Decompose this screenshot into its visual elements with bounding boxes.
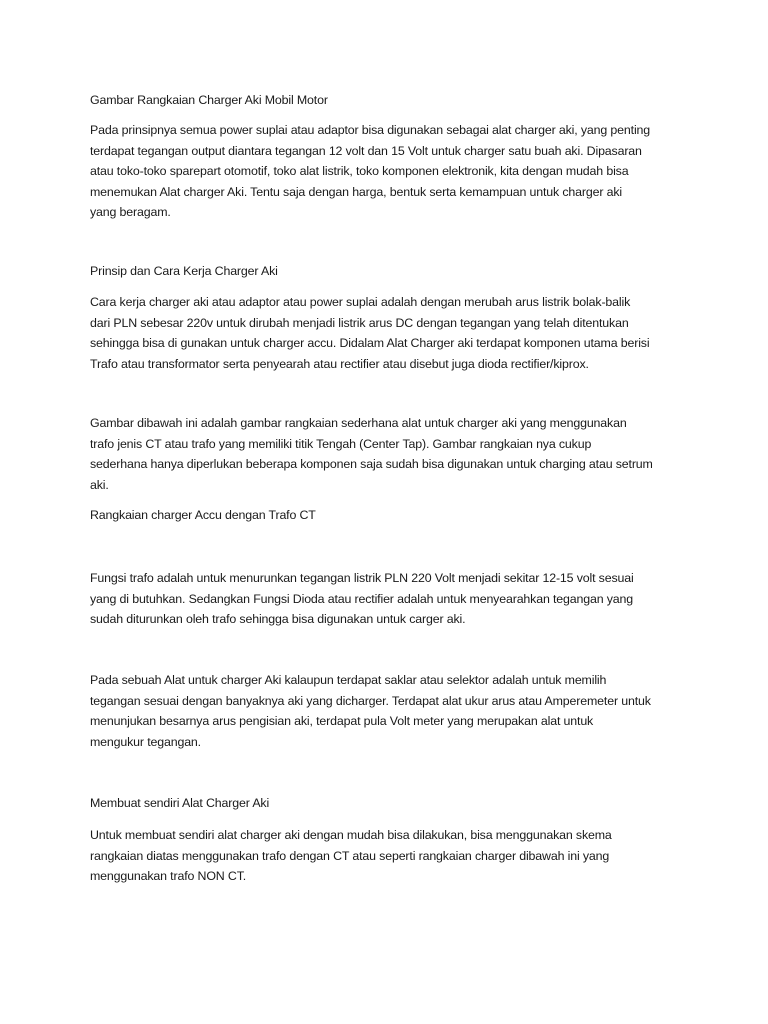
- text-line: Cara kerja charger aki atau adaptor atau power suplai adalah dengan merubah arus listrik bolak-balik: [90, 295, 631, 309]
- text-line: Pada sebuah Alat untuk charger Aki kalaupun terdapat saklar atau selektor adalah untuk memilih: [90, 673, 607, 687]
- paragraph-cara-kerja: [90, 292, 649, 374]
- text-line: menemukan Alat charger Aki. Tentu saja dengan harga, bentuk serta kemampuan untuk charger aki: [90, 184, 623, 199]
- text-line: yang di butuhkan. Sedangkan Fungsi Dioda atau rectifier adalah untuk menyearahkan tegangan yang: [90, 591, 634, 606]
- text-line: atau toko-toko sparepart otomotif, toko alat listrik, toko komponen elektronik, kita dengan mudah bisa: [90, 164, 629, 179]
- text-line: terdapat tegangan output diantara tegangan 12 volt dan 15 Volt untuk charger satu buah aki. Dipasaran: [90, 143, 642, 158]
- paragraph-intro: [90, 120, 650, 223]
- text-line: Trafo atau transformator serta penyearah atau rectifier atau disebut juga dioda rectifier/kiprox.: [90, 356, 589, 371]
- text-line: Fungsi trafo adalah untuk menurunkan tegangan listrik PLN 220 Volt menjadi sekitar 12-15 volt sesuai: [90, 571, 634, 585]
- document-title: Gambar Rangkaian Charger Aki Mobil Motor: [90, 93, 328, 107]
- text-line: menunjukan besarnya arus pengisian aki, terdapat pula Volt meter yang merupakan alat untuk: [90, 714, 594, 729]
- section-heading-rangkaian-ct: Rangkaian charger Accu dengan Trafo CT: [90, 508, 316, 522]
- text-line: tegangan sesuai dengan banyaknya aki yang dicharger. Terdapat alat ukur arus atau Amperemeter untuk: [90, 693, 651, 708]
- paragraph-membuat-sendiri: [90, 825, 612, 887]
- text-line: rangkaian diatas menggunakan trafo dengan CT atau seperti rangkaian charger dibawah ini yang: [90, 848, 610, 863]
- text-line: trafo jenis CT atau trafo yang memiliki titik Tengah (Center Tap). Gambar rangkaian nya cukup: [90, 436, 592, 451]
- paragraph-fungsi-trafo: [90, 568, 634, 630]
- text-line: Untuk membuat sendiri alat charger aki dengan mudah bisa dilakukan, bisa menggunakan skema: [90, 828, 612, 842]
- text-line: sederhana hanya diperlukan beberapa komponen saja sudah bisa digunakan untuk charging atau setrum: [90, 457, 653, 472]
- section-heading-prinsip: Prinsip dan Cara Kerja Charger Aki: [90, 264, 278, 278]
- text-line: sudah diturunkan oleh trafo sehingga bisa digunakan untuk carger aki.: [90, 612, 466, 627]
- text-line: Pada prinsipnya semua power suplai atau adaptor bisa digunakan sebagai alat charger aki, yang penting: [90, 123, 651, 137]
- paragraph-saklar-selektor: [90, 670, 651, 752]
- section-heading-membuat-sendiri: Membuat sendiri Alat Charger Aki: [90, 796, 270, 810]
- text-line: menggunakan trafo NON CT.: [90, 869, 247, 884]
- text-line: dari PLN sebesar 220v untuk dirubah menjadi listrik arus DC dengan tegangan yang telah ditentukan: [90, 315, 629, 330]
- paragraph-gambar-rangkaian: [90, 413, 653, 495]
- text-line: sehingga bisa di gunakan untuk charger accu. Didalam Alat Charger aki terdapat komponen utama berisi: [90, 336, 650, 351]
- text-line: yang beragam.: [90, 205, 171, 220]
- text-line: mengukur tegangan.: [90, 734, 201, 749]
- text-line: Gambar dibawah ini adalah gambar rangkaian sederhana alat untuk charger aki yang menggunakan: [90, 416, 627, 430]
- text-line: aki.: [90, 477, 109, 492]
